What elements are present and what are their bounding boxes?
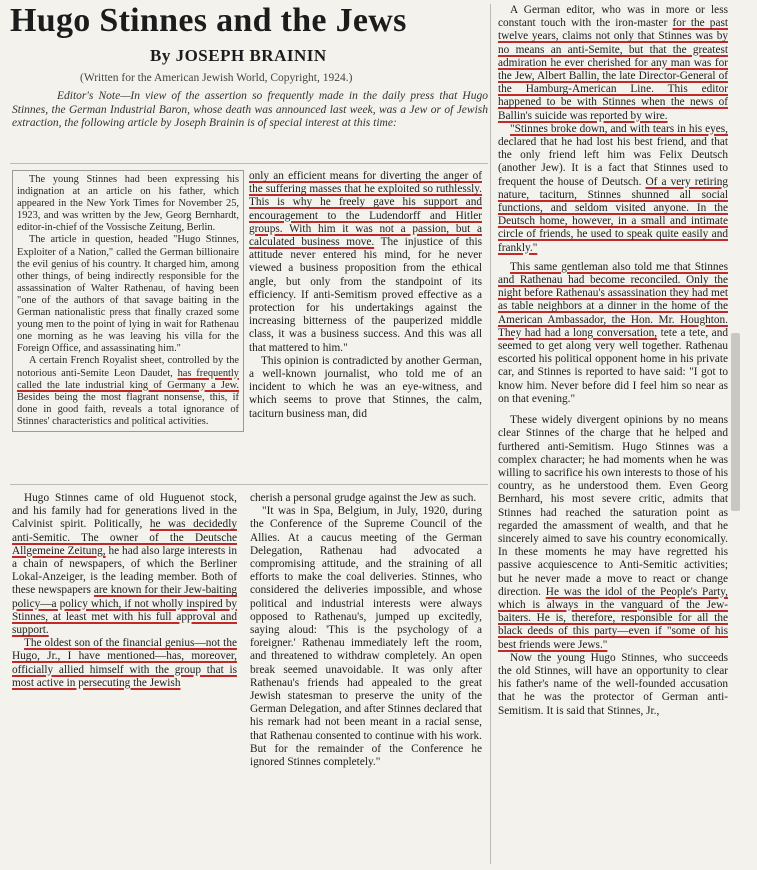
body-paragraph: Now the young Hugo Stinnes, who succeeds the old Stinnes, will have an opportunity to clear his father's name of the well-founded accusation that he was the protector of German anti-Semitism. It is said that Stinnes, Jr.,	[498, 651, 728, 717]
body-text: These widely divergent opinions by no means clear Stinnes of the charge that he helped and furthered anti-Semitism. Hugo Stinnes was a complex character; he had moments when he was willing to sacrifice his own interests to those of his country, as he understood them. Even Georg Bernhard, his most severe critic, admits that Stinnes had reached the saturation point as regarded the amassment of wealth, and that he sincerely aimed to save his country economically. In these moments he may have regretted his passive acquiescence to Anti-Semitic activities; but he never made a move to react or change direction.	[498, 414, 728, 598]
body-paragraph	[12, 637, 237, 690]
underlined-text: only an efficient means for diverting the anger of the suffering masses that he exploited so ruthlessly. This is why he freely gave his support and encouragement to the Ludendorff and Hitler groups. With him it was not a passion, but a calculated business move.	[249, 170, 482, 249]
editors-note: Editor's Note—In view of the assertion so frequently made in the daily press that Hugo Stinnes, the German Industrial Baron, whose death was announced last week, was a Jew or of Jewish extraction, the following article by Joseph Brainin is of special interest at this time:	[12, 90, 488, 129]
underlined-text: he was decidedly anti-Semitic. The owner of the Deutsche Allgemeine Zeitung,	[12, 518, 237, 557]
scrollbar-thumb[interactable]	[731, 333, 740, 511]
sidebar-box	[12, 170, 244, 432]
underlined-text: "Stinnes broke down, and with tears in his eyes,	[510, 122, 728, 135]
copyright-note: (Written for the American Jewish World, Copyright, 1924.)	[80, 72, 353, 84]
underlined-text: The oldest son of the financial genius—not the Hugo, Jr., I have mentioned—has, moreover, officially allied himself with the group that is most active in persecuting the Jewish	[12, 637, 237, 689]
sidebar-paragraph: The young Stinnes had been expressing his indignation at an article on his father, which appeared in the New York Times for November 25, 1923, and was written by the Jew, Georg Bernhardt, editor-in-chief of the Vossische Zeitung, Berlin.	[17, 174, 239, 234]
column-rule	[490, 4, 491, 864]
body-text: declared that he had lost his best friend, and that the only friend left him was Felix Deutsch (another Jew). It is a fact that Stinnes used to frequent the house of Deutsch.	[498, 136, 728, 188]
body-paragraph: cherish a personal grudge against the Jew as such.	[250, 492, 477, 504]
article-title: Hugo Stinnes and the Jews	[10, 2, 407, 39]
underlined-text: are known for their Jew-baiting policy—a policy which, if not wholly inspired by Stinnes, at least met with his full approval and support.	[12, 584, 238, 637]
body-paragraph	[498, 4, 728, 123]
sidebar-paragraph	[17, 355, 239, 428]
column-rule	[10, 484, 488, 485]
column-2-top	[249, 170, 482, 421]
sidebar-text: A certain French Royalist sheet, controlled by the notorious anti-Semite Leon Daudet,	[17, 355, 239, 379]
column-rule	[10, 163, 488, 164]
body-paragraph: This opinion is contradicted by another German, a well-known journalist, who told me of an incident to which he was an eye-witness, and which seems to prove that Stinnes, the calm, taciturn business man, did	[249, 354, 482, 420]
column-1-bottom	[12, 492, 237, 690]
body-paragraph	[498, 261, 728, 406]
column-3	[498, 4, 728, 718]
body-text: The injustice of this attitude never entered his mind, for he never viewed a business proposition from the ethical angle, but only from the standpoint of its efficiency. If anti-Semitism proved effective as a protection for his undertakings against the increasing bitterness of the pauperized middle class, it was a business success. And this was all that mattered to him."	[249, 236, 482, 354]
underlined-text: for the past twelve years, claims not only that Stinnes was by no means an anti-Semite, but that the greatest admiration he ever cherished for any man was for the Jew, Albert Ballin, the late Director-General of the Hamburg-American Line. This editor happened to be with Stinnes when the news of Ballin's suicide was reported by wire.	[498, 17, 728, 122]
body-text: Hugo Stinnes came of old Huguenot stock, and his family had for generations lived in the Calvinist spirit. Politically,	[12, 492, 237, 531]
body-text: tete a tete, and seemed to get along very well together. Rathenau escorted his political opponent home in his private car, and Stinnes is reported to have said: "I got to know him. Never before did I feel him so near as on that evening."	[498, 326, 728, 405]
body-paragraph	[249, 170, 482, 355]
underlined-text: has frequently called the late industrial king of Germany a Jew.	[17, 367, 239, 391]
article-byline: By JOSEPH BRAININ	[150, 46, 327, 65]
body-paragraph: "It was in Spa, Belgium, in July, 1920, during the Conference of the Supreme Council of the Allies. At a caucus meeting of the German Delegation, Rathenau had advocated a compromising attitude, and the straining of all efforts to make the coal deliveries. Stinnes, who considered the deliveries impossible, and whose political and industrial interests were always opposed to Rathenau's, jumped up excitedly, saying aloud: 'This is the psychology of a foreigner.' Rathenau immediately left the room, and threatened to withdraw completely. An open break seemed unavoidable. It was only after Rathenau's friends had appealed to the great Jewish statesman to preserve the unity of the German Delegation, and after Stinnes declared that his remark had not been meant in a racial sense, that Rathenau consented to continue with his work. But for the remainder of the Conference he ignored Stinnes completely."	[250, 505, 482, 769]
body-text: A German editor, who was in more or less constant touch with the iron-master	[498, 4, 728, 30]
underlined-text: Of a very retiring nature, taciturn, Stinnes shunned all social functions, and seldom visited anyone. In the Deutsch home, however, in a small and intimate circle of friends, he used to speak quite easily and frankly."	[498, 175, 729, 254]
body-paragraph	[498, 123, 728, 255]
sidebar-text: Besides being the most flagrant nonsense, this, if done in good faith, reveals a total ignorance of Stinnes' characteristics and political activities.	[17, 391, 239, 427]
underlined-text: This same gentleman also told me that Stinnes and Rathenau had become reconciled. Only the night before Rathenau's assassination they had met as table neighbors at a dinner in the home of the American Ambassador, the Hon. Mr. Houghton. They had had a long conversation,	[498, 260, 728, 339]
body-text: he had also large interests in a chain of newspapers, of which the Berliner Lokal-Anzeiger, is the leading member. Both of these newspapers	[12, 544, 237, 597]
column-2-bottom	[250, 492, 482, 769]
body-paragraph	[498, 414, 728, 652]
body-paragraph	[12, 492, 237, 637]
sidebar-paragraph: The article in question, headed "Hugo Stinnes, Exploiter of a Nation," called the German billionaire the evil genius of his country. It charged him, among other things, of being indirectly responsible for the assassination of Walter Rathenau, of having been "one of the authors of that savage baiting in the German nationalistic press that finally crazed some young men to the point of lying in wait for Rathenau one morning as he was leaving his villa for the Foreign Office, and assassinating him."	[17, 234, 239, 355]
underlined-text: He was the idol of the People's Party, which is always in the vanguard of the Jew-baiters. He is, therefore, responsible for all the black deeds of this party—even if "some of his best friends were Jews."	[498, 585, 728, 651]
